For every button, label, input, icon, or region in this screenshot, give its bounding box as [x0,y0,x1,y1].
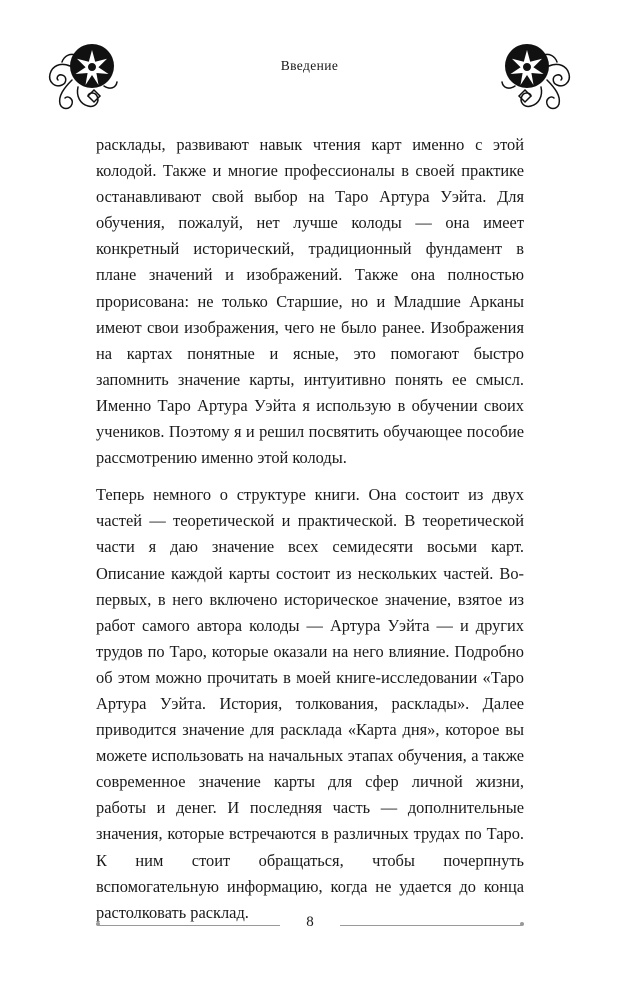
page-footer [96,914,524,936]
running-title: Введение [280,58,339,73]
decorative-flourish-star-right [495,38,587,116]
body-paragraph: расклады, развивают навык чтения карт именно с этой колодой. Также и многие профессионалы в своей практике останавливают свой выбор на Таро Артура Уэйта. Для обучения, пожалуй, нет лучше колоды — она имеет конкретный исторический, традиционный фундамент в плане значений и изображений. Также она полностью прорисована: не только Старшие, но и Младшие Арканы имеют свои изображения, чего не было ранее. Изображения на картах понятные и ясные, это помогают быстро запомнить значение карты, интуитивно понять ее смысл. Именно Таро Артура Уэйта я использую в обучении своих учеников. Поэтому я и решил посвятить обучающее пособие рассмотрению именно этой колоды. [96,135,524,468]
footer-rule-dot-right [520,922,524,926]
footer-rule-right [340,925,522,926]
page-number: 8 [306,914,314,930]
page-body [96,132,524,926]
page-header [0,38,619,118]
decorative-flourish-star-left [32,38,124,116]
body-paragraph: Теперь немного о структуре книги. Она состоит из двух частей — теоретической и практической. В теоретической части я даю значение всех семидесяти восьми карт. Описание каждой карты состоит из нескольких частей. Во-первых, в него включено историческое значение, взятое из работ самого автора колоды — Артура Уэйта — и других трудов по Таро, которые оказали на него влияние. Подробно об этом можно прочитать в моей книге-исследовании «Таро Артура Уэйта. История, толкования, расклады». Далее приводится значение для расклада «Карта дня», которое вы можете использовать на начальных этапах обучения, а также современное значение карты для сфер личной жизни, работы и денег. И последняя часть — дополнительные значения, которые встречаются в различных трудах по Таро. К ним стоит обращаться, чтобы почерпнуть вспомогательную информацию, когда не удается до конца растолковать расклад. [96,485,524,922]
